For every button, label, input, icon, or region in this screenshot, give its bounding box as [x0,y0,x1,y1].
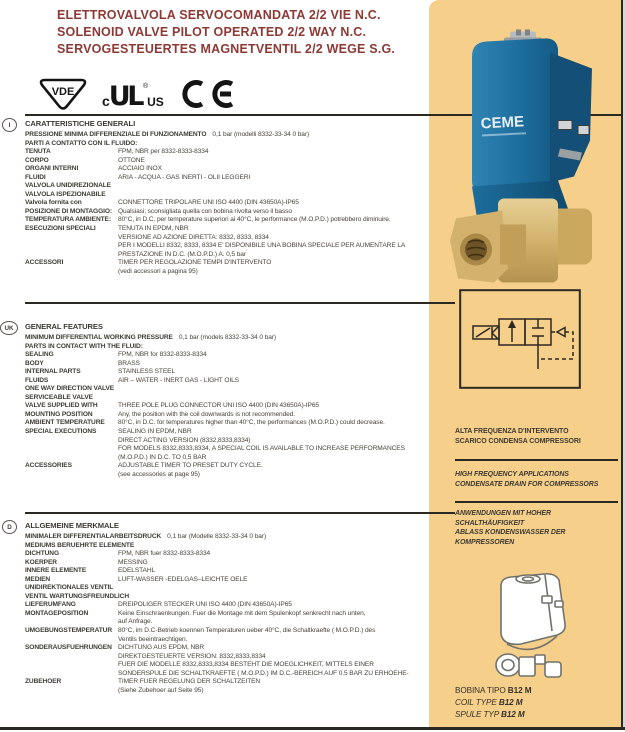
coil-model: B12 M [507,686,532,695]
spec-label: SPECIAL EXECUTIONS [25,428,97,436]
spec-value: EDELSTAHL [118,567,156,575]
spec-value: CONNETTORE TRIPOLARE UNI ISO 4400 (DIN 43650A)-IP65 [118,199,299,207]
spec-value: VERSIONE AD AZIONE DIRETTA: 8332, 8333, 8334 [118,233,269,241]
spec-value: 80°C, in D.C. for temperatures higher than 40°C, the performances (M.O.P.D.) could decrease. [118,419,385,427]
spec-row [25,343,457,352]
spec-label: BODY [25,359,44,367]
spec-label: TEMPERATURA AMBIENTE: [25,216,111,224]
caption-line: ANWENDUNGEN MIT HOHER SCHALTHÄUFIGKEIT [455,510,551,527]
spec-value: ARIA - ACQUA - GAS INERTI - OLII LEGGERI [118,173,251,181]
spec-value: LUFT-WASSER -EDELGAS–LEICHTE OELE [118,575,248,583]
ul-us-mark: US [147,95,164,109]
caption-german [455,509,621,547]
spec-label: CORPO [25,156,49,164]
spec-row [25,360,457,369]
valve-schematic-diagram [459,289,581,389]
spec-row [25,242,457,251]
spec-row [25,610,457,619]
spec-value: 0,1 bar (modelli 8332-33-34 0 bar) [212,131,310,138]
spec-row [25,182,457,191]
spec-row [25,462,457,471]
svg-text:VDE: VDE [51,86,75,98]
spec-label: MEDIUMS BERUEHRTE ELEMENTE [25,541,135,549]
spec-row [25,157,457,166]
ce-mark-icon [178,80,236,108]
spec-label: ACCESSORI [25,259,64,267]
spec-row [25,259,457,268]
spec-value: FOR MODELS 8332,8333,8334, A SPECIAL COIL IS AVAILABLE TO INCREASE PERFORMANCES [118,445,405,453]
spec-label: INNERE ELEMENTE [25,567,87,575]
spec-row [25,687,457,696]
section-title: CARATTERISTICHE GENERALI [25,119,136,128]
title-line-en: SOLENOID VALVE PILOT OPERATED 2/2 WAY N.C. [57,25,367,40]
spec-label: PARTI A CONTATTO CON IL FLUIDO: [25,139,138,147]
valve-product-photo [448,28,610,294]
spec-label: VENTIL WARTUNGSFREUNDLICH [25,592,129,600]
spec-value: FPM, NBR fuer 8332-8333-8334 [118,550,211,558]
spec-label: INTERNAL PARTS [25,368,81,376]
spec-label: AMBIENT TEMPERATURE [25,419,105,427]
spec-value: 0,1 bar (models 8332-33-34 0 bar) [178,334,276,341]
caption-line: ABLASS KONDENSWASSER DER KOMPRESSOREN [455,529,566,546]
spec-value: MESSING [118,558,148,566]
spec-value: DREIPOLIGER STECKER UNI ISO 4400 (DIN 43650A)-IP65 [118,601,292,609]
spec-label: MEDIEN [25,575,51,583]
spec-value: TENUTA IN EPDM, NBR [118,225,189,233]
vde-logo-icon [38,76,88,110]
coil-line-drawing [487,572,579,684]
spec-label: FLUIDI [25,173,46,181]
spec-value: DIREKTGESTEUERTE VERSION: 8332,8333,8334 [118,652,266,660]
spec-label: TENUTA [25,148,51,156]
coil-label-en [455,697,531,709]
spec-row [25,559,457,568]
spec-label: VALVE SUPPLIED WITH [25,402,98,410]
coil-label-prefix: BOBINA TIPO [455,686,508,695]
caption-line: ALTA FREQUENZA D'INTERVENTO [455,428,569,435]
spec-value: (vedi accessori a pagina 95) [118,267,198,275]
spec-label: PRESSIONE MINIMA DIFFERENZIALE DI FUNZIONAMENTO [25,131,207,138]
spec-row [25,618,457,627]
spec-row [25,268,457,277]
spec-value: (Siehe Zubehoer auf Seite 95) [118,686,204,694]
coil-type-labels [455,685,531,721]
divider-uk [25,302,455,304]
spec-row [25,148,457,157]
section-title: GENERAL FEATURES [25,322,103,331]
spec-row [25,601,457,610]
spec-value: TIMER PER REGOLAZIONE TEMPI D'INTERVENTO [118,259,272,267]
spec-label: LIEFERUMFANG [25,601,76,609]
spec-value: PER I MODELLI 8332, 8333, 8334 E' DISPONIBILE UNA BOBINA SPECIALE PER AUMENTARE LA [118,242,406,250]
spec-row [25,550,457,559]
spec-row [25,678,457,687]
ul-c-mark: c [102,93,110,109]
spec-label: UNIDIREKTIONALES VENTIL [25,584,114,592]
caption-line: HIGH FREQUENCY APPLICATIONS [455,471,569,478]
spec-label: MOUNTING POSITION [25,410,93,418]
spec-label: POSIZIONE DI MONTAGGIO: [25,207,112,215]
divider-d [25,512,455,514]
spec-value: STAINLESS STEEL [118,368,176,376]
spec-value: OTTONE [118,156,145,164]
spec-row [25,644,457,653]
spec-row [25,225,457,234]
spec-rows [25,131,457,276]
section-letter-badge: D [2,520,17,534]
spec-value: TIMER FUER REGELUNG DER SCHALTZEITEN [118,678,261,686]
spec-value: (see accessories at page 95) [118,470,200,478]
spec-value: Keine Einschraenkungen. Fuer die Montage mit dem Spulenkopf senkrecht nach unten, [118,609,366,617]
spec-value: Ventils beeintraechtigen. [118,635,188,643]
spec-label: ESECUZIONI SPECIALI [25,225,96,233]
spec-value: BRASS [118,359,140,367]
spec-row [25,165,457,174]
spec-value: DIRECT ACTING VERSION (8332,8333,8334) [118,436,251,444]
registered-icon: ® [142,83,149,90]
spec-row [25,445,457,454]
coil-label-de [455,709,531,721]
spec-row [25,377,457,386]
spec-row [25,542,457,551]
spec-row [25,385,457,394]
spec-row [25,191,457,200]
coil-model: B12 M [498,698,523,707]
spec-value: ACCIAIO INOX [118,165,162,173]
spec-value: FPM, NBR per 8332-8333-8334 [118,148,209,156]
spec-row [25,199,457,208]
spec-label: KOERPER [25,558,57,566]
spec-row [25,251,457,260]
spec-label: FLUIDS [25,376,49,384]
title-line-de: SERVOGESTEUERTES MAGNETVENTIL 2/2 WEGE S.G. [57,42,396,57]
spec-row [25,567,457,576]
spec-value: FPM, NBR for 8332-8333-8334 [118,351,207,359]
spec-value: PRESTAZIONE IN D.C. (M.O.P.D.) A. 0,5 bar [118,250,246,258]
title-line-it: ELETTROVALVOLA SERVOCOMANDATA 2/2 VIE N.C. [57,8,381,22]
spec-row [25,428,457,437]
spec-row [25,368,457,377]
spec-value: (M.O.P.D.) IN D.C. TO 0,5 BAR [118,453,207,461]
ul-mark-icon: UL [108,81,141,112]
spec-row [25,216,457,225]
spec-row [25,593,457,602]
coil-label-it [455,685,531,697]
spec-row [25,661,457,670]
spec-label: SONDERAUSFUEHRUNGEN [25,644,112,652]
spec-row [25,437,457,446]
spec-value: ADJUSTABLE TIMER TO PRESET DUTY CYCLE. [118,462,263,470]
spec-row [25,402,457,411]
section-italian [8,119,457,276]
spec-rows [25,334,457,479]
spec-row [25,670,457,679]
spec-label: MINIMALER DIFFERENTIALARBEITSDRUCK [25,533,162,540]
coil-label-prefix: COIL TYPE [455,698,499,707]
spec-row [25,174,457,183]
spec-row [25,533,457,542]
coil-label-prefix: SPULE TYP [455,710,502,719]
spec-row [25,140,457,149]
spec-value: 80°C, in D.C. per temperature superiori ai 40°C, le performance (M.O.P.D.) potrebbero diminuire. [118,216,391,224]
spec-label: ORGANI INTERNI [25,165,79,173]
spec-row [25,394,457,403]
spec-row [25,351,457,360]
section-english [4,322,457,479]
certification-logos [38,74,236,110]
spec-value: 0,1 bar (Modelle 8332-33-34 0 bar) [167,533,267,540]
spec-value: SONDERSPULE DIE SCHALTKRAEFTE ( M.O.P.D.) IM D.C.-BEREICH AUF 0.5 BAR ZU ERHOEHE- [118,669,409,677]
spec-rows [25,533,457,695]
spec-label: MONTAGEPOSITION [25,609,89,617]
sidebar-divider [455,459,618,461]
spec-value: 80°C, im D.C-Betrieb koennen Temperaturen ueber 40°C, die Schaltkraefte ( M.O.P.D.) des [118,627,376,635]
caption-italian [455,427,621,446]
spec-label: PARTS IN CONTACT WITH THE FLUID: [25,342,143,350]
spec-value: AIR – WATER - INERT GAS - LIGHT OILS [118,376,239,384]
section-letter-badge: UK [0,321,18,335]
spec-label: Valvola fornita con [25,199,82,207]
divider-bottom [0,727,625,730]
spec-row [25,334,457,343]
spec-label: ACCESSORIES [25,462,72,470]
spec-value: DICHTUNG AUS EPDM, NBR [118,644,205,652]
svg-text:CEME: CEME [480,113,525,133]
spec-label: ONE WAY DIRECTION VALVE [25,385,115,393]
spec-label: SEALING [25,351,54,359]
section-letter-badge: I [2,118,17,132]
spec-value: Any, the position with the coil downwards is not recommended. [118,410,296,418]
spec-row [25,131,457,140]
coil-model: B12 M [501,710,525,719]
caption-line: CONDENSATE DRAIN FOR COMPRESSORS [455,480,599,488]
ul-logo [102,83,164,110]
spec-label: UMGEBUNGSTEMPERATUR [25,627,112,635]
sidebar-divider [455,501,618,503]
spec-row [25,234,457,243]
spec-label: MINIMUM DIFFERENTIAL WORKING PRESSURE [25,334,173,341]
caption-english [455,470,621,489]
spec-row [25,576,457,585]
spec-label: VALVOLA UNIDIREZIONALE [25,182,111,190]
spec-row [25,627,457,636]
section-german [7,521,457,695]
caption-line: SCARICO CONDENSA COMPRESSORI [455,437,581,445]
spec-value: THREE POLE PLUG CONNECTOR UNI ISO 4400 (DIN 43650A)-IP65 [118,402,319,410]
spec-label: DICHTUNG [25,550,59,558]
spec-label: VALVOLA ISPEZIONABILE [25,190,106,198]
page-title [57,7,395,59]
spec-row [25,419,457,428]
spec-row [25,584,457,593]
spec-value: SEALING IN EPDM, NBR [118,428,192,436]
spec-value: auf Anfrage. [118,618,153,626]
section-title: ALLGEMEINE MERKMALE [25,521,119,530]
spec-row [25,454,457,463]
spec-value: Qualsiasi; sconsigliata quella con bobina rivolta verso il basso [118,207,292,215]
spec-row [25,471,457,480]
spec-row [25,653,457,662]
spec-row [25,636,457,645]
spec-label: SERVICEABLE VALVE [25,393,93,401]
spec-value: FUER DIE MODELLE 8332,8333,8334 BESTEHT DIE MOEGLICHKEIT, MITTELS EINER [118,661,374,669]
spec-label: ZUBEHOER [25,678,62,686]
